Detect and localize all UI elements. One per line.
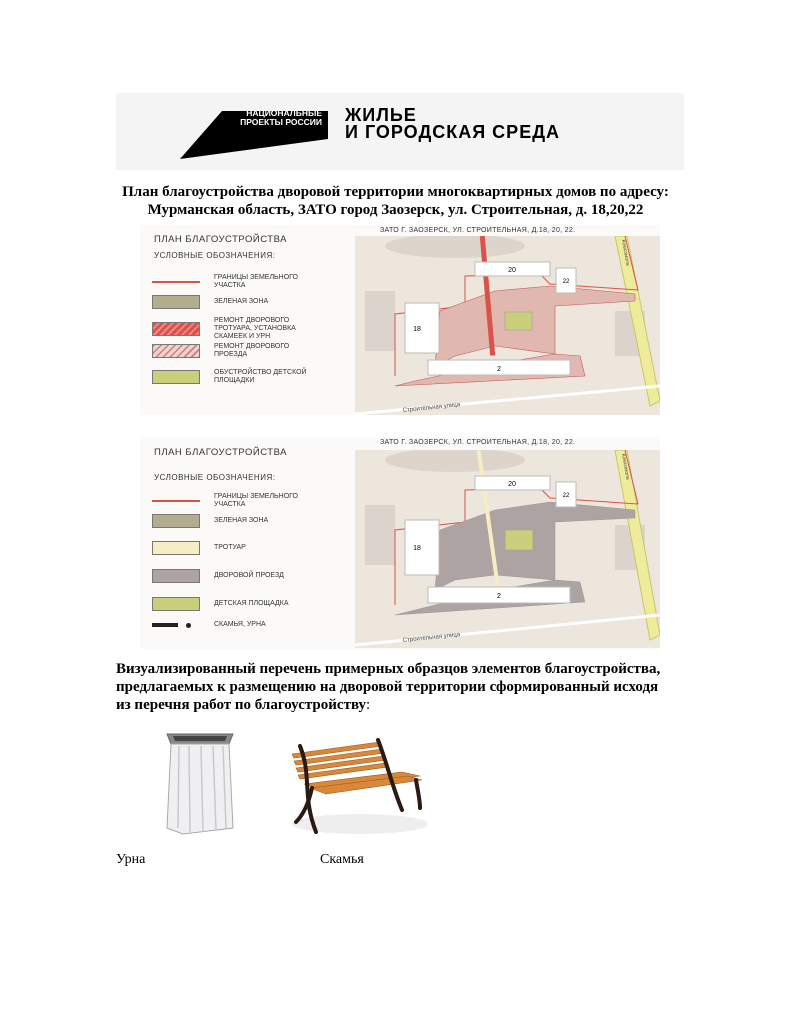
elements-description	[116, 660, 676, 714]
boundary-swatch	[152, 281, 200, 283]
urn-image	[163, 728, 237, 838]
green-swatch	[152, 295, 200, 309]
street-label: Строительная улица	[402, 631, 461, 644]
building-label: 2	[497, 366, 501, 373]
legend-heading: УСЛОВНЫЕ ОБОЗНАЧЕНИЯ:	[154, 251, 276, 260]
title-line-1: План благоустройства дворовой территории многоквартирных домов по адресу:	[122, 184, 669, 200]
legend-item-boundary: ГРАНИЦЫ ЗЕМЕЛЬНОГО УЧАСТКА	[152, 274, 304, 290]
improvement-plan-2	[140, 437, 660, 649]
logo-small-text: НАЦИОНАЛЬНЫЕ ПРОЕКТЫ РОССИИ	[240, 108, 322, 127]
logo-banner	[116, 93, 684, 170]
street-label: Строительная улица	[402, 401, 461, 414]
building-label: 2	[497, 593, 501, 600]
building-label: 22	[562, 279, 570, 285]
boundary-swatch	[152, 500, 200, 502]
green-swatch	[152, 514, 200, 528]
street-label-2: Комсомола	[620, 239, 631, 267]
page-title	[100, 183, 691, 219]
legend-item-green: ЗЕЛЕНАЯ ЗОНА	[152, 295, 268, 309]
legend-heading: УСЛОВНЫЕ ОБОЗНАЧЕНИЯ:	[154, 473, 276, 482]
legend-item-driveway-repair: РЕМОНТ ДВОРОВОГО ПРОЕЗДА	[152, 343, 314, 359]
site-map-2	[355, 450, 660, 648]
street-label-2: Комсомола	[620, 453, 631, 481]
driveway-repair-swatch	[152, 344, 200, 358]
plan-heading: ПЛАН БЛАГОУСТРОЙСТВА	[154, 234, 287, 245]
legend-item-bench-urn: СКАМЬЯ, УРНА	[152, 621, 266, 629]
legend-item-sidewalk-repair: РЕМОНТ ДВОРОВОГО ТРОТУАРА, УСТАНОВКА СКАМЕЕК И УРН	[152, 317, 314, 341]
legend-item-playground: ОБУСТРОЙСТВО ДЕТСКОЙ ПЛОЩАДКИ	[152, 369, 314, 385]
logo-line-1: ЖИЛЬЕ	[345, 105, 417, 125]
sidewalk-swatch	[152, 541, 200, 555]
logo-line-2: И ГОРОДСКАЯ СРЕДА	[345, 122, 561, 142]
plan-heading: ПЛАН БЛАГОУСТРОЙСТВА	[154, 447, 287, 458]
bench-caption: Скамья	[320, 852, 364, 867]
building-label: 20	[508, 267, 516, 274]
urn-caption: Урна	[116, 852, 146, 867]
legend-item-green: ЗЕЛЕНАЯ ЗОНА	[152, 514, 268, 528]
building-label: 18	[413, 545, 421, 552]
description-colon: :	[366, 697, 371, 713]
playground-swatch	[152, 370, 200, 384]
building-label: 20	[508, 481, 516, 488]
bench-image	[282, 736, 428, 836]
description-text: Визуализированный перечень примерных образцов элементов благоустройства, предлагаемых к размещению на дворовой территории сформированный исходя из перечня работ по благоустройству	[116, 661, 661, 713]
bench-urn-swatch	[152, 623, 200, 628]
playground-swatch	[152, 597, 200, 611]
title-line-2: Мурманская область, ЗАТО город Заозерск, ул. Строительная, д. 18,20,22	[147, 202, 644, 218]
map-heading: ЗАТО Г. ЗАОЗЕРСК, УЛ. СТРОИТЕЛЬНАЯ, Д.18, 20, 22.	[380, 227, 576, 234]
sidewalk-repair-swatch	[152, 322, 200, 336]
legend-item-playground: ДЕТСКАЯ ПЛОЩАДКА	[152, 597, 289, 611]
legend-item-boundary: ГРАНИЦЫ ЗЕМЕЛЬНОГО УЧАСТКА	[152, 493, 304, 509]
map-heading: ЗАТО Г. ЗАОЗЕРСК, УЛ. СТРОИТЕЛЬНАЯ, Д.18, 20, 22.	[380, 439, 576, 446]
building-label: 22	[562, 493, 570, 499]
legend-item-sidewalk: ТРОТУАР	[152, 541, 246, 555]
improvement-plan-1	[140, 225, 660, 415]
legend-item-driveway: ДВОРОВОЙ ПРОЕЗД	[152, 569, 284, 583]
logo-title	[345, 107, 560, 141]
site-map-1	[355, 236, 660, 415]
building-label: 18	[413, 326, 421, 333]
driveway-swatch	[152, 569, 200, 583]
